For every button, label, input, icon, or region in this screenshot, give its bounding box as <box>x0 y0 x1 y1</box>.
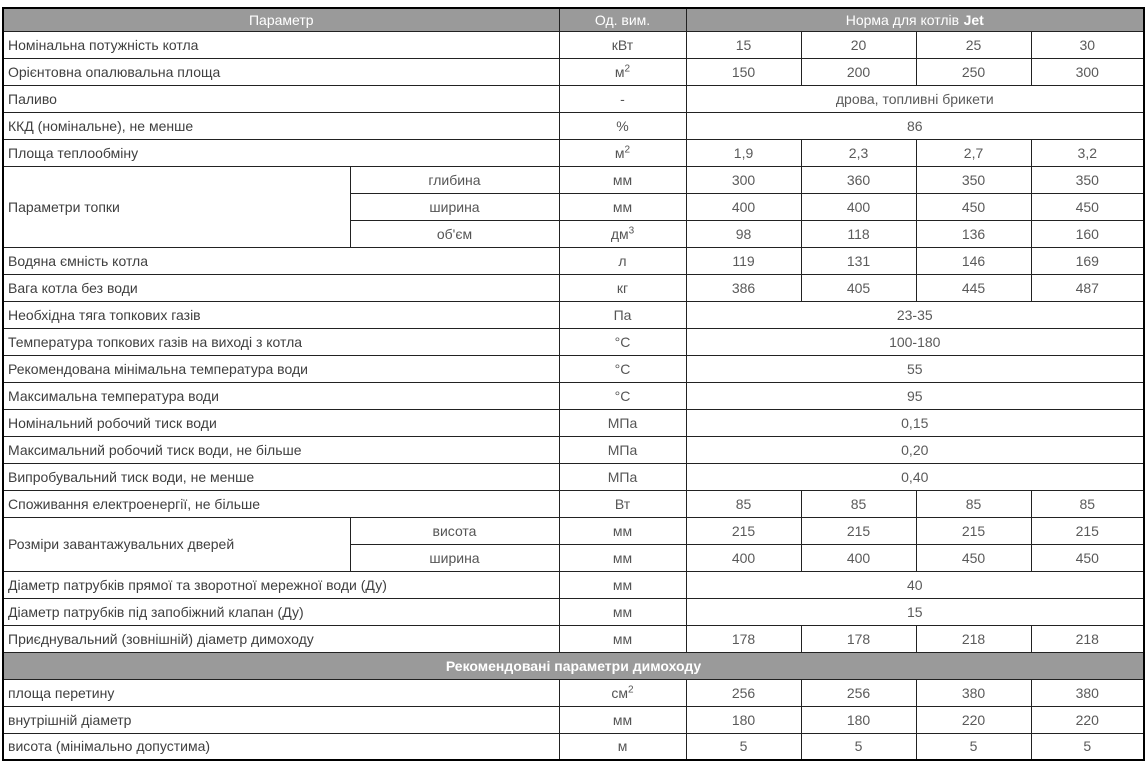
sub-param-cell: висота <box>350 517 559 544</box>
table-row <box>3 625 1144 652</box>
value-cell: 256 <box>801 679 916 706</box>
section-row <box>3 652 1144 679</box>
spec-table-body <box>3 31 1144 760</box>
value-cell: 250 <box>916 58 1031 85</box>
table-row <box>3 598 1144 625</box>
value-cell: 380 <box>1031 679 1144 706</box>
value-cell: 380 <box>916 679 1031 706</box>
value-cell: 218 <box>916 625 1031 652</box>
value-cell: 178 <box>686 625 801 652</box>
unit-cell: °С <box>559 382 686 409</box>
table-row <box>3 328 1144 355</box>
value-cell: 85 <box>801 490 916 517</box>
param-cell: Приєднувальний (зовнішній) діаметр димоходу <box>3 625 559 652</box>
unit-cell: - <box>559 85 686 112</box>
value-cell: 400 <box>801 193 916 220</box>
value-cell: 150 <box>686 58 801 85</box>
value-cell: 15 <box>686 598 1144 625</box>
table-row <box>3 733 1144 760</box>
header-unit: Од. вим. <box>559 8 686 31</box>
value-cell: 25 <box>916 31 1031 58</box>
value-cell: 5 <box>916 733 1031 760</box>
table-row <box>3 85 1144 112</box>
table-row <box>3 31 1144 58</box>
header-param: Параметр <box>3 8 559 31</box>
value-cell: 3,2 <box>1031 139 1144 166</box>
param-cell: внутрішній діаметр <box>3 706 559 733</box>
table-row <box>3 409 1144 436</box>
value-cell: 2,3 <box>801 139 916 166</box>
value-cell: 200 <box>801 58 916 85</box>
table-row <box>3 517 1144 544</box>
sub-param-cell: ширина <box>350 544 559 571</box>
value-cell: 118 <box>801 220 916 247</box>
param-cell: Максимальна температура води <box>3 382 559 409</box>
table-row <box>3 355 1144 382</box>
table-row <box>3 490 1144 517</box>
unit-cell: л <box>559 247 686 274</box>
value-cell: 300 <box>1031 58 1144 85</box>
value-cell: дрова, топливні брикети <box>686 85 1144 112</box>
section-title: Рекомендовані параметри димоходу <box>3 652 1144 679</box>
value-cell: 23-35 <box>686 301 1144 328</box>
value-cell: 0,15 <box>686 409 1144 436</box>
param-cell: Номінальний робочий тиск води <box>3 409 559 436</box>
table-row <box>3 247 1144 274</box>
param-cell: ККД (номінальне), не менше <box>3 112 559 139</box>
sub-param-cell: ширина <box>350 193 559 220</box>
value-cell: 1,9 <box>686 139 801 166</box>
unit-cell: МПа <box>559 409 686 436</box>
value-cell: 5 <box>1031 733 1144 760</box>
param-cell: Орієнтовна опалювальна площа <box>3 58 559 85</box>
table-row <box>3 706 1144 733</box>
unit-cell: МПа <box>559 463 686 490</box>
value-cell: 95 <box>686 382 1144 409</box>
value-cell: 2,7 <box>916 139 1031 166</box>
value-cell: 445 <box>916 274 1031 301</box>
table-row <box>3 571 1144 598</box>
unit-cell: мм <box>559 571 686 598</box>
table-row <box>3 139 1144 166</box>
unit-cell: мм <box>559 625 686 652</box>
unit-cell: м <box>559 733 686 760</box>
param-cell: Температура топкових газів на виході з котла <box>3 328 559 355</box>
unit-cell: мм <box>559 544 686 571</box>
value-cell: 215 <box>686 517 801 544</box>
value-cell: 300 <box>686 166 801 193</box>
param-cell: Максимальний робочий тиск води, не більше <box>3 436 559 463</box>
table-row <box>3 463 1144 490</box>
value-cell: 85 <box>686 490 801 517</box>
value-cell: 350 <box>1031 166 1144 193</box>
unit-cell: Вт <box>559 490 686 517</box>
boiler-spec-table <box>2 7 1145 761</box>
param-cell: Діаметр патрубків прямої та зворотної мережної води (Ду) <box>3 571 559 598</box>
sub-param-cell: об'єм <box>350 220 559 247</box>
unit-cell: кг <box>559 274 686 301</box>
unit-cell: $м^2$ <box>559 139 686 166</box>
value-cell: 450 <box>1031 544 1144 571</box>
param-cell: площа перетину <box>3 679 559 706</box>
value-cell: 215 <box>1031 517 1144 544</box>
value-cell: 178 <box>801 625 916 652</box>
value-cell: 15 <box>686 31 801 58</box>
value-cell: 0,20 <box>686 436 1144 463</box>
unit-cell: $см^2$ <box>559 679 686 706</box>
value-cell: 180 <box>801 706 916 733</box>
value-cell: 146 <box>916 247 1031 274</box>
value-cell: 350 <box>916 166 1031 193</box>
value-cell: 405 <box>801 274 916 301</box>
table-row <box>3 166 1144 193</box>
value-cell: 487 <box>1031 274 1144 301</box>
value-cell: 256 <box>686 679 801 706</box>
header-norm-prefix: Норма для котлів <box>845 11 960 28</box>
unit-cell: $м^2$ <box>559 58 686 85</box>
value-cell: 20 <box>801 31 916 58</box>
value-cell: 136 <box>916 220 1031 247</box>
unit-cell: % <box>559 112 686 139</box>
value-cell: 215 <box>916 517 1031 544</box>
value-cell: 400 <box>801 544 916 571</box>
header-norm-model: Jet <box>963 11 984 28</box>
value-cell: 180 <box>686 706 801 733</box>
unit-cell: Па <box>559 301 686 328</box>
unit-superscript: 2 <box>628 683 634 695</box>
value-cell: 386 <box>686 274 801 301</box>
value-cell: 360 <box>801 166 916 193</box>
value-cell: 450 <box>916 544 1031 571</box>
param-cell: Необхідна тяга топкових газів <box>3 301 559 328</box>
value-cell: 98 <box>686 220 801 247</box>
value-cell: 100-180 <box>686 328 1144 355</box>
value-cell: 400 <box>686 544 801 571</box>
table-row <box>3 679 1144 706</box>
table-row <box>3 301 1144 328</box>
unit-superscript: 2 <box>624 143 631 155</box>
unit-cell: $дм^3$ <box>559 220 686 247</box>
value-cell: 400 <box>686 193 801 220</box>
param-cell: Номінальна потужність котла <box>3 31 559 58</box>
param-cell: Споживання електроенергії, не більше <box>3 490 559 517</box>
unit-cell: мм <box>559 166 686 193</box>
table-row <box>3 112 1144 139</box>
value-cell: 450 <box>1031 193 1144 220</box>
table-header-row <box>3 8 1144 31</box>
table-row <box>3 58 1144 85</box>
unit-cell: °С <box>559 355 686 382</box>
value-cell: 450 <box>916 193 1031 220</box>
value-cell: 55 <box>686 355 1144 382</box>
value-cell: 5 <box>686 733 801 760</box>
value-cell: 220 <box>1031 706 1144 733</box>
param-cell: Водяна ємність котла <box>3 247 559 274</box>
param-cell: Випробувальний тиск води, не менше <box>3 463 559 490</box>
table-row <box>3 382 1144 409</box>
value-cell: 0,40 <box>686 463 1144 490</box>
value-cell: 30 <box>1031 31 1144 58</box>
header-norm <box>686 8 1144 31</box>
sub-param-cell: глибина <box>350 166 559 193</box>
value-cell: 5 <box>801 733 916 760</box>
table-row <box>3 436 1144 463</box>
value-cell: 119 <box>686 247 801 274</box>
unit-cell: МПа <box>559 436 686 463</box>
param-group-cell: Розміри завантажувальних дверей <box>3 517 350 571</box>
unit-cell: мм <box>559 193 686 220</box>
param-cell: Рекомендована мінімальна температура води <box>3 355 559 382</box>
unit-cell: кВт <box>559 31 686 58</box>
unit-superscript: 2 <box>624 62 631 74</box>
value-cell: 160 <box>1031 220 1144 247</box>
value-cell: 85 <box>916 490 1031 517</box>
table-row <box>3 274 1144 301</box>
unit-cell: мм <box>559 706 686 733</box>
param-cell: Площа теплообміну <box>3 139 559 166</box>
unit-cell: мм <box>559 598 686 625</box>
value-cell: 218 <box>1031 625 1144 652</box>
param-cell: висота (мінімально допустима) <box>3 733 559 760</box>
unit-cell: мм <box>559 517 686 544</box>
value-cell: 40 <box>686 571 1144 598</box>
value-cell: 86 <box>686 112 1144 139</box>
unit-cell: °С <box>559 328 686 355</box>
value-cell: 220 <box>916 706 1031 733</box>
param-cell: Діаметр патрубків під запобіжний клапан (Ду) <box>3 598 559 625</box>
value-cell: 169 <box>1031 247 1144 274</box>
param-cell: Паливо <box>3 85 559 112</box>
value-cell: 131 <box>801 247 916 274</box>
param-group-cell: Параметри топки <box>3 166 350 247</box>
value-cell: 215 <box>801 517 916 544</box>
unit-superscript: 3 <box>628 224 635 236</box>
param-cell: Вага котла без води <box>3 274 559 301</box>
value-cell: 85 <box>1031 490 1144 517</box>
